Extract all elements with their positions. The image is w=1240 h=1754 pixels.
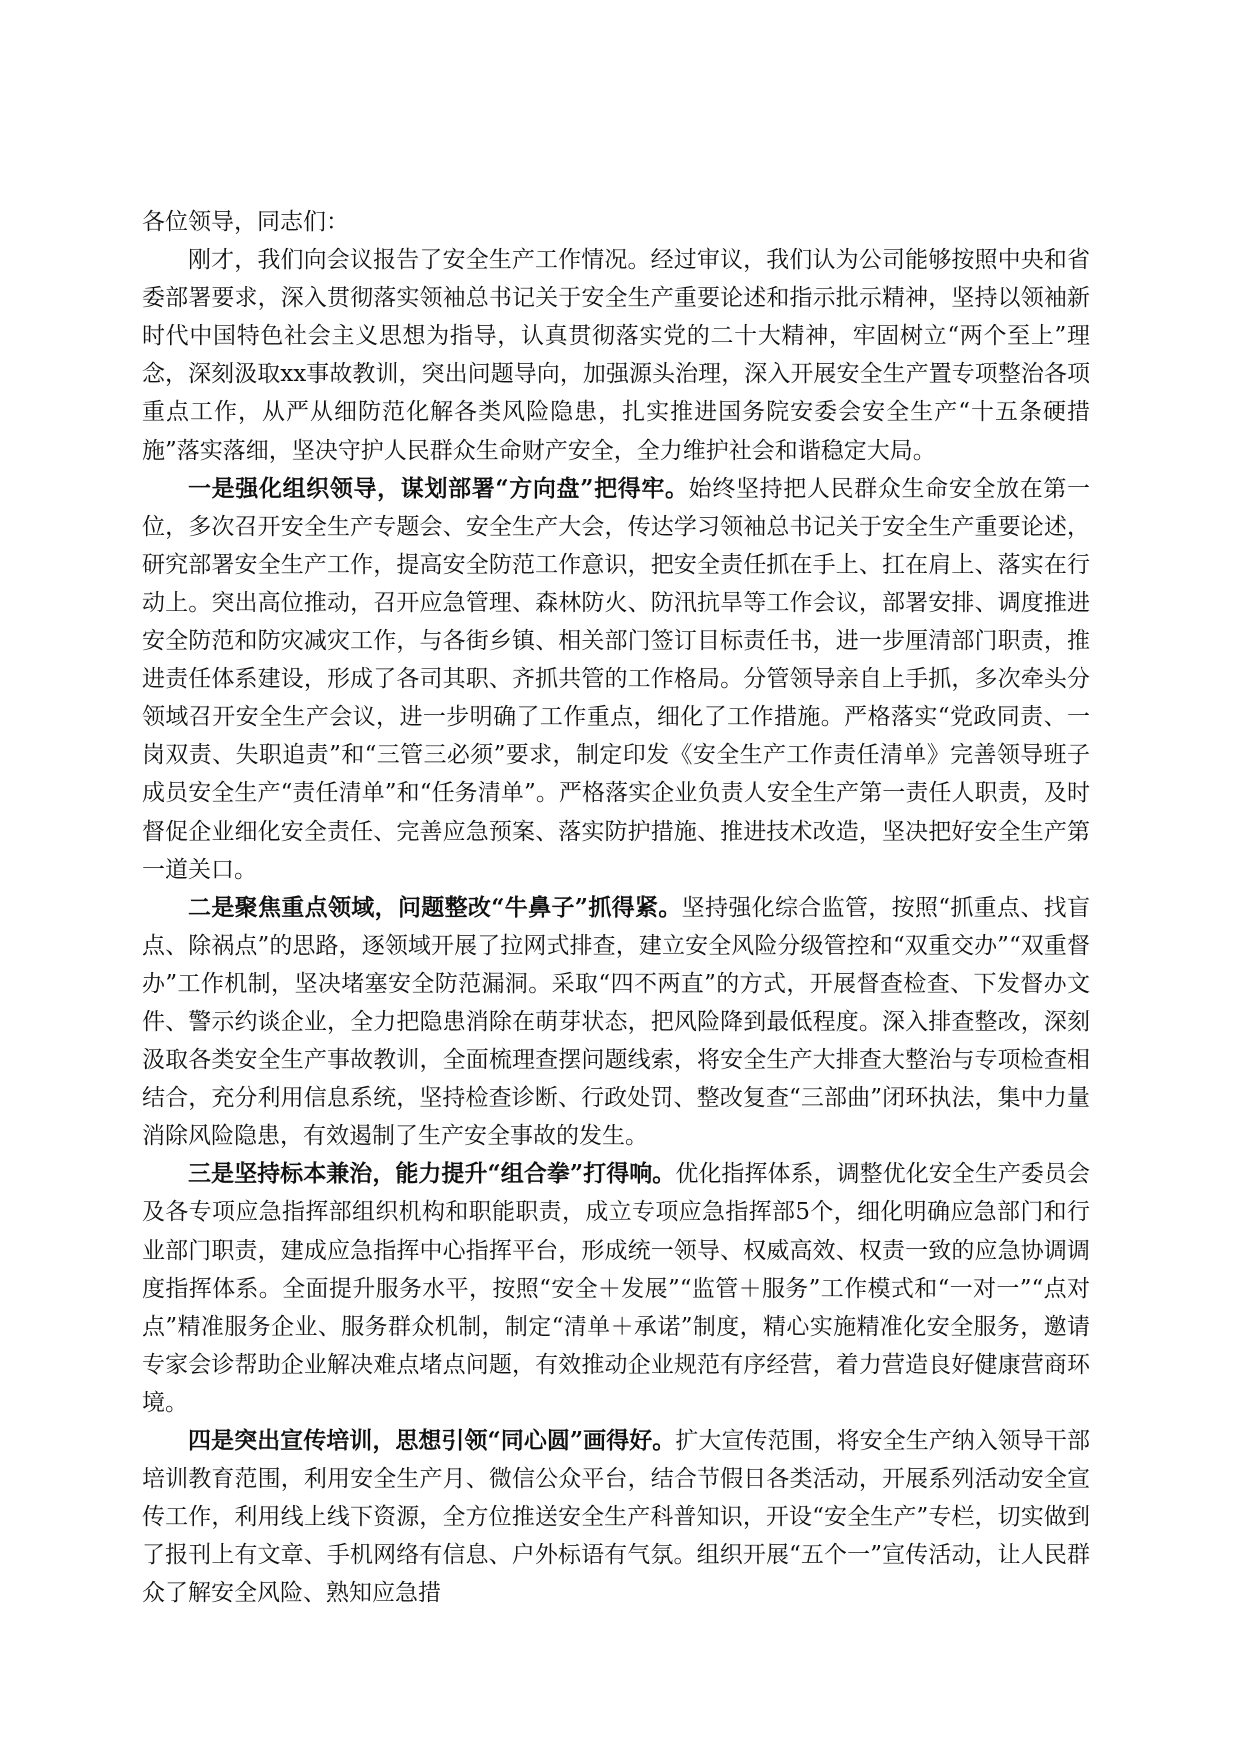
section-paragraph-1 <box>142 470 1090 889</box>
salutation: 各位领导，同志们： <box>142 209 349 235</box>
section-lead-3: 三是坚持标本兼治，能力提升“组合拳”打得响。 <box>188 1160 676 1188</box>
section-paragraph-4 <box>142 1422 1090 1612</box>
section-paragraph-2 <box>142 889 1090 1156</box>
section-lead-4: 四是突出宣传培训，思想引领“同心圆”画得好。 <box>188 1427 676 1454</box>
document-page <box>142 203 1090 1612</box>
section-lead-1: 一是强化组织领导，谋划部署“方向盘”把得牢。 <box>188 474 689 502</box>
section-body-3: 优化指挥体系，调整优化安全生产委员会及各专项应急指挥部组织机构和职能职责，成立专项应急指挥部5个，细化明确应急部门和行业部门职责，建成应急指挥中心指挥平台，形成统一领导、权威高效、权责一致的应急协调调度指挥体系。全面提升服务水平，按照“安全＋发展”“监管＋服务”工作模式和“一对一”“点对点”精准服务企业、服务群众机制，制定“清单＋承诺”制度，精心实施精准化安全服务，邀请专家会诊帮助企业解决难点堵点问题，有效推动企业规范有序经营，着力营造良好健康营商环境。 <box>142 1161 1090 1416</box>
section-body-1: 始终坚持把人民群众生命安全放在第一位，多次召开安全生产专题会、安全生产大会，传达学习领袖总书记关于安全生产重要论述，研究部署安全生产工作，提高安全防范工作意识，把安全责任抓在手上、扛在肩上、落实在行动上。突出高位推动，召开应急管理、森林防火、防汛抗旱等工作会议，部署安排、调度推进安全防范和防灾减灾工作，与各街乡镇、相关部门签订目标责任书，进一步厘清部门职责，推进责任体系建设，形成了各司其职、齐抓共管的工作格局。分管领导亲自上手抓，多次牵头分领域召开安全生产会议，进一步明确了工作重点，细化了工作措施。严格落实“党政同责、一岗双责、失职追责”和“三管三必须”要求，制定印发《安全生产工作责任清单》完善领导班子成员安全生产“责任清单”和“任务清单”。严格落实企业负责人安全生产第一责任人职责，及时督促企业细化安全责任、完善应急预案、落实防护措施、推进技术改造，坚决把好安全生产第一道关口。 <box>142 475 1091 883</box>
section-body-4: 扩大宣传范围，将安全生产纳入领导干部培训教育范围，利用安全生产月、微信公众平台，结合节假日各类活动，开展系列活动安全宣传工作，利用线上线下资源，全方位推送安全生产科普知识，开设“安全生产”专栏，切实做到了报刊上有文章、手机网络有信息、户外标语有气氛。组织开展“五个一”宣传活动，让人民群众了解安全风险、熟知应急措 <box>142 1428 1090 1607</box>
intro-paragraph: 刚才，我们向会议报告了安全生产工作情况。经过审议，我们认为公司能够按照中央和省委部署要求，深入贯彻落实领袖总书记关于安全生产重要论述和指示批示精神，坚持以领袖新时代中国特色社会主义思想为指导，认真贯彻落实党的二十大精神，牢固树立“两个至上”理念，深刻汲取xx事故教训，突出问题导向，加强源头治理，深入开展安全生产置专项整治各项重点工作，从严从细防范化解各类风险隐患，扎实推进国务院安委会安全生产“十五条硬措施”落实落细，坚决守护人民群众生命财产安全，全力维护社会和谐稳定大局。 <box>142 247 1090 464</box>
section-paragraph-3 <box>142 1155 1090 1422</box>
section-lead-2: 二是聚焦重点领域，问题整改“牛鼻子”抓得紧。 <box>188 893 682 921</box>
section-body-2: 坚持强化综合监管，按照“抓重点、找盲点、除祸点”的思路，逐领域开展了拉网式排查，建立安全风险分级管控和“双重交办”“双重督办”工作机制，坚决堵塞安全防范漏洞。采取“四不两直”的方式，开展督查检查、下发督办文件、警示约谈企业，全力把隐患消除在萌芽状态，把风险降到最低程度。深入排查整改，深刻汲取各类安全生产事故教训，全面梳理查摆问题线索，将安全生产大排查大整治与专项检查相结合，充分利用信息系统，坚持检查诊断、行政处罚、整改复查“三部曲”闭环执法，集中力量消除风险隐患，有效遏制了生产安全事故的发生。 <box>142 894 1090 1150</box>
